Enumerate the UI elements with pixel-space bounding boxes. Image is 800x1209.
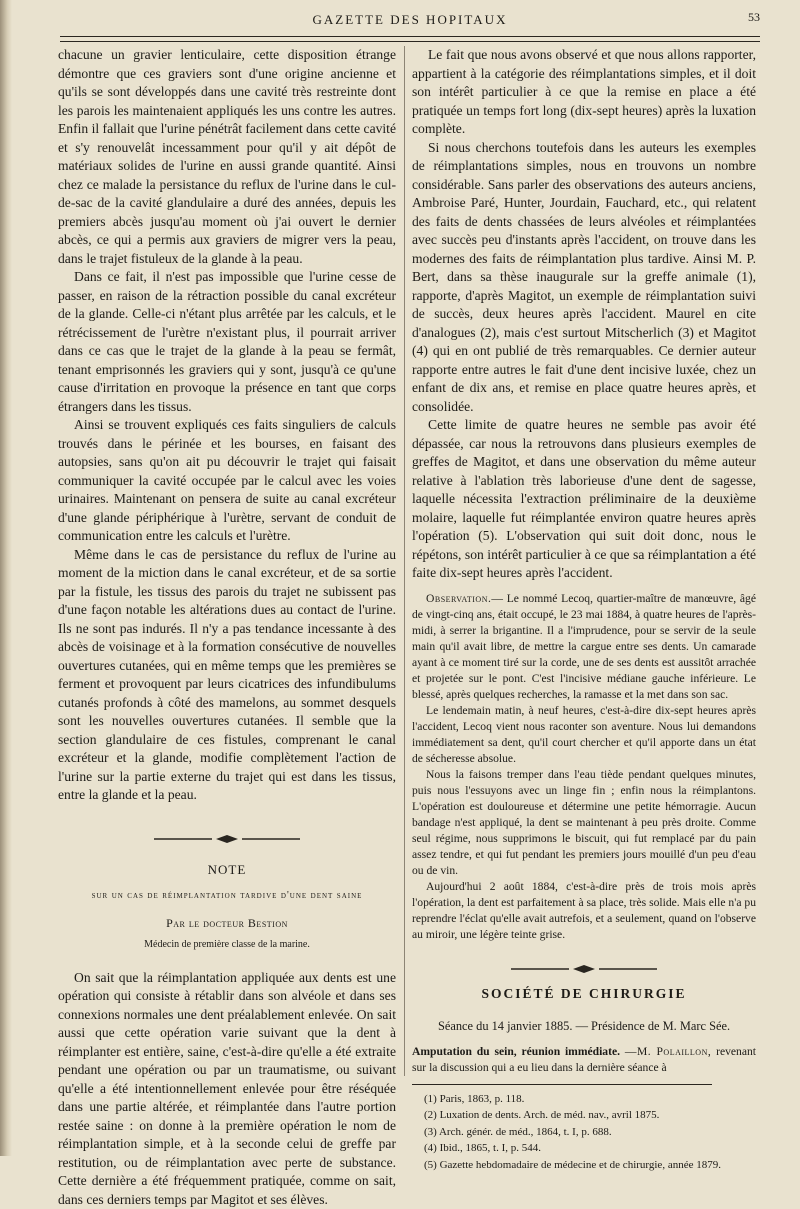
observation-block bbox=[412, 591, 756, 943]
note-paragraph-1: On sait que la réimplantation appliquée aux dents est une opération qui consiste à rétablir dans son alvéole et dans ses connexions normales une dent préalablement enlevée. On sait aussi que cette opération varie suivant que la dent à réimplanter est entière, saine, c'est-à-dire qu'elle a été extraite pendant une opération ou par un traumatisme, ou suivant qu'elle a été intentionnellement enlevée pour être réséquée dans une partie altérée, et réimplantée dans l'autre portion restée saine : on donne à la première opération le nom de réimplantation simple, et à la seconde celui de greffe par restitution, ou de réimplantation avec perte de substance. Cette dernière a été fréquemment pratiquée, comme on sait, dans ces derniers temps par Magitot et ses élèves. bbox=[58, 969, 396, 1209]
left-paragraph-4: Même dans le cas de persistance du reflux de l'urine au moment de la miction dans le canal excréteur, et de sa sortie par la fistule, les tissus des parois du trajet ne subissent pas d'une façon notable les altérations dues au contact de l'urine. Ils ne sont pas indurés. Il n'y a pas tendance incessante à des abcès de voisinage et à la formation consécutive de nouvelles ouvertures cutanées, qui en même temps que les premières se ferment et provoquent par leurs cicatrices des infundibulums cutanés profonds à côté des mamelons, au sommet desquels sont les nouvelles ouvertures cutanées. Il semble que la section glandulaire de ces fistules, comprenant le canal excréteur et la glande, modifie complètement l'action de l'urine sur la partie externe du trajet qui est dans les tissus, entre la glande et la peau. bbox=[58, 546, 396, 805]
page-header bbox=[60, 10, 760, 32]
section-ornament bbox=[58, 831, 396, 841]
amputation-text: revenant sur la discussion qui a eu lieu dans la dernière séance à bbox=[412, 1045, 756, 1074]
page-number: 53 bbox=[748, 10, 760, 25]
section-ornament-2 bbox=[412, 961, 756, 971]
footnote-2: (2) Luxation de dents. Arch. de méd. nav., avril 1875. bbox=[412, 1107, 756, 1124]
amputation-speaker: —M. Polaillon, bbox=[625, 1045, 711, 1058]
seance-line: Séance du 14 janvier 1885. — Présidence de M. Marc Sée. bbox=[412, 1017, 756, 1036]
observation-paragraph-4: Aujourd'hui 2 août 1884, c'est-à-dire près de trois mois après l'opération, la dent est parfaitement à sa place, très solide. Mais elle n'a pu reprendre l'éclat qu'elle avait autrefois, et a seulement, quand on l'observe au miroir, une légère teinte grise. bbox=[412, 879, 756, 943]
observation-paragraph-3: Nous la faisons tremper dans l'eau tiède pendant quelques minutes, puis nous l'essuyons avec un linge fin ; enfin nous la réimplantons. L'opération est douloureuse et détermine une petite hémorragie. Aucun bandage n'est appliqué, la dent se maintenant à peu près droite. Comme seul régime, nous supprimons le biscuit, qui fut remplacé par du pain assez tendre, et qui fut pendant les premiers jours mouillé d'un peu d'eau ou de vin. bbox=[412, 767, 756, 879]
observation-paragraph-2: Le lendemain matin, à neuf heures, c'est-à-dire dix-sept heures après l'accident, Lecoq vient nous raconter son aventure. Nous lui demandons immédiatement sa dent, qu'il court chercher et qu'il apporte dans un état de sécheresse absolue. bbox=[412, 703, 756, 767]
left-column bbox=[58, 46, 396, 1136]
amputation-paragraph bbox=[412, 1044, 756, 1076]
journal-title: GAZETTE DES HOPITAUX bbox=[60, 12, 760, 28]
note-subtitle: sur un cas de réimplantation tardive d'une dent saine bbox=[58, 887, 396, 906]
header-rule bbox=[60, 36, 760, 42]
ornament-divider-icon bbox=[509, 964, 659, 974]
left-paragraph-2: Dans ce fait, il n'est pas impossible que l'urine cesse de passer, en raison de la rétraction possible du canal excréteur de la glande. Celle-ci n'étant plus arrêtée par les calculs, et le rétrécissement de l'urètre n'existant plus, il pourrait arriver dans ce cas que le trajet de la glande à la peau se fermât, tenant emprisonnés les graviers qui y sont, jusqu'à ce qu'une cause d'irritation en provoque la présence en tant que corps étrangers dans les tissus. bbox=[58, 268, 396, 416]
page-spine-shadow bbox=[0, 0, 12, 1156]
right-paragraph-1: Le fait que nous avons observé et que nous allons rapporter, appartient à la catégorie des réimplantations simples, et il doit son intérêt particulier à ce que la remise en place a été pratiquée un temps fort long (dix-sept heures) après la luxation complète. bbox=[412, 46, 756, 139]
left-paragraph-1: chacune un gravier lenticulaire, cette disposition étrange démontre que ces graviers sont d'une origine ancienne et qu'ils se sont développés dans une cavité très restreinte dont les parois les maintenaient appliqués les uns contre les autres. Enfin il fallait que l'urine pénétrât facilement dans cette cavité et s'y renouvelât incessamment pour qu'il y ait dépôt de matériaux solides de l'urine en aussi grande quantité. Ainsi chez ce malade la persistance du reflux de l'urine dans le cul-de-sac de la cavité glandulaire a duré des années, depuis les premiers abcès jusqu'au moment où j'ai ouvert le dernier abcès, ce qui a permis aux graviers de migrer vers la peau, dans le trajet fistuleux de la glande à la peau. bbox=[58, 46, 396, 268]
observation-paragraph-1 bbox=[412, 591, 756, 703]
society-title: SOCIÉTÉ DE CHIRURGIE bbox=[412, 985, 756, 1004]
right-column bbox=[412, 46, 756, 1136]
left-paragraph-3: Ainsi se trouvent expliqués ces faits singuliers de calculs trouvés dans le périnée et les bourses, en faisant des autopsies, sans qu'on ait pu découvrir le trajet qui faisait communiquer la cavité occupée par le calcul avec les voies urinaires. Maintenant on pensera de suite au canal excréteur d'une glande périphérique à l'urètre, servant de conduit de communication entre les calculs et l'urètre. bbox=[58, 416, 396, 546]
footnote-5: (5) Gazette hebdomadaire de médecine et de chirurgie, année 1879. bbox=[412, 1157, 756, 1174]
footnote-rule bbox=[412, 1084, 712, 1085]
amputation-label: Amputation du sein, réunion immédiate. bbox=[412, 1045, 620, 1058]
right-paragraph-2: Si nous cherchons toutefois dans les auteurs les exemples de réimplantations simples, nous en trouvons un nombre considérable. Sans parler des observations des auteurs anciens, Ambroise Paré, Hunter, Jourdain, Fauchard, etc., qui relatent des faits de dents chassées de leurs alvéoles et réimplantées avec succès peu d'instants après l'accident, on trouve dans les modernes des faits de réimplantation plus tardive. Ainsi M. P. Bert, dans sa thèse inaugurale sur la greffe animale (1), rapporte, d'après Magitot, un exemple de réimplantation suivi de succès, deux heures après l'accident. Maurel en cite d'analogues (2), mais c'est surtout Mitscherlich (3) et Magitot (4) qui en ont publié de très remarquables. Ce dernier auteur rapporte entre autres le fait d'une dent incisive luxée, chez un enfant de dix ans, et remise en place quatre heures après, et consolidée. bbox=[412, 139, 756, 417]
ornament-divider-icon bbox=[152, 834, 302, 844]
column-divider bbox=[404, 46, 405, 1076]
observation-text-1: — Le nommé Lecoq, quartier-maître de manœuvre, âgé de vingt-cinq ans, était occupé, le 23 mai 1884, à quatre heures de l'après-midi, à serrer la brigantine. Il a l'imprudence, pour se servir de la seule main qu'il avait libre, de mettre la cargue entre ses dents. Un camarade ayant à ce moment tiré sur la corde, une de ses dents est aussitôt arrachée et projetée sur le pont. C'est l'incisive médiane gauche inférieure. Le blessé, après quelques recherches, la ramasse et la met dans son sac. bbox=[412, 592, 756, 701]
footnote-3: (3) Arch. génér. de méd., 1864, t. I, p. 688. bbox=[412, 1124, 756, 1141]
note-author: Par le docteur Bestion bbox=[58, 914, 396, 933]
right-paragraph-3: Cette limite de quatre heures ne semble pas avoir été dépassée, car nous la retrouvons dans plusieurs exemples de greffes de Magitot, et dans une observation du même auteur relative à l'ablation très laborieuse d'une dent de sagesse, laquelle nécessita l'extraction préliminaire de la deuxième molaire, laquelle fut réimplantée environ quatre heures après l'opération (5). L'observation qui suit doit donc, nous le répétons, son intérêt particulier à ce que sa réimplantation a été faite dix-sept heures après l'accident. bbox=[412, 416, 756, 583]
footnote-1: (1) Paris, 1863, p. 118. bbox=[412, 1091, 756, 1108]
note-affiliation: Médecin de première classe de la marine. bbox=[58, 936, 396, 955]
footnote-4: (4) Ibid., 1865, t. I, p. 544. bbox=[412, 1140, 756, 1157]
note-title: NOTE bbox=[58, 861, 396, 880]
footnotes bbox=[412, 1091, 756, 1174]
observation-label: Observation. bbox=[426, 592, 491, 605]
